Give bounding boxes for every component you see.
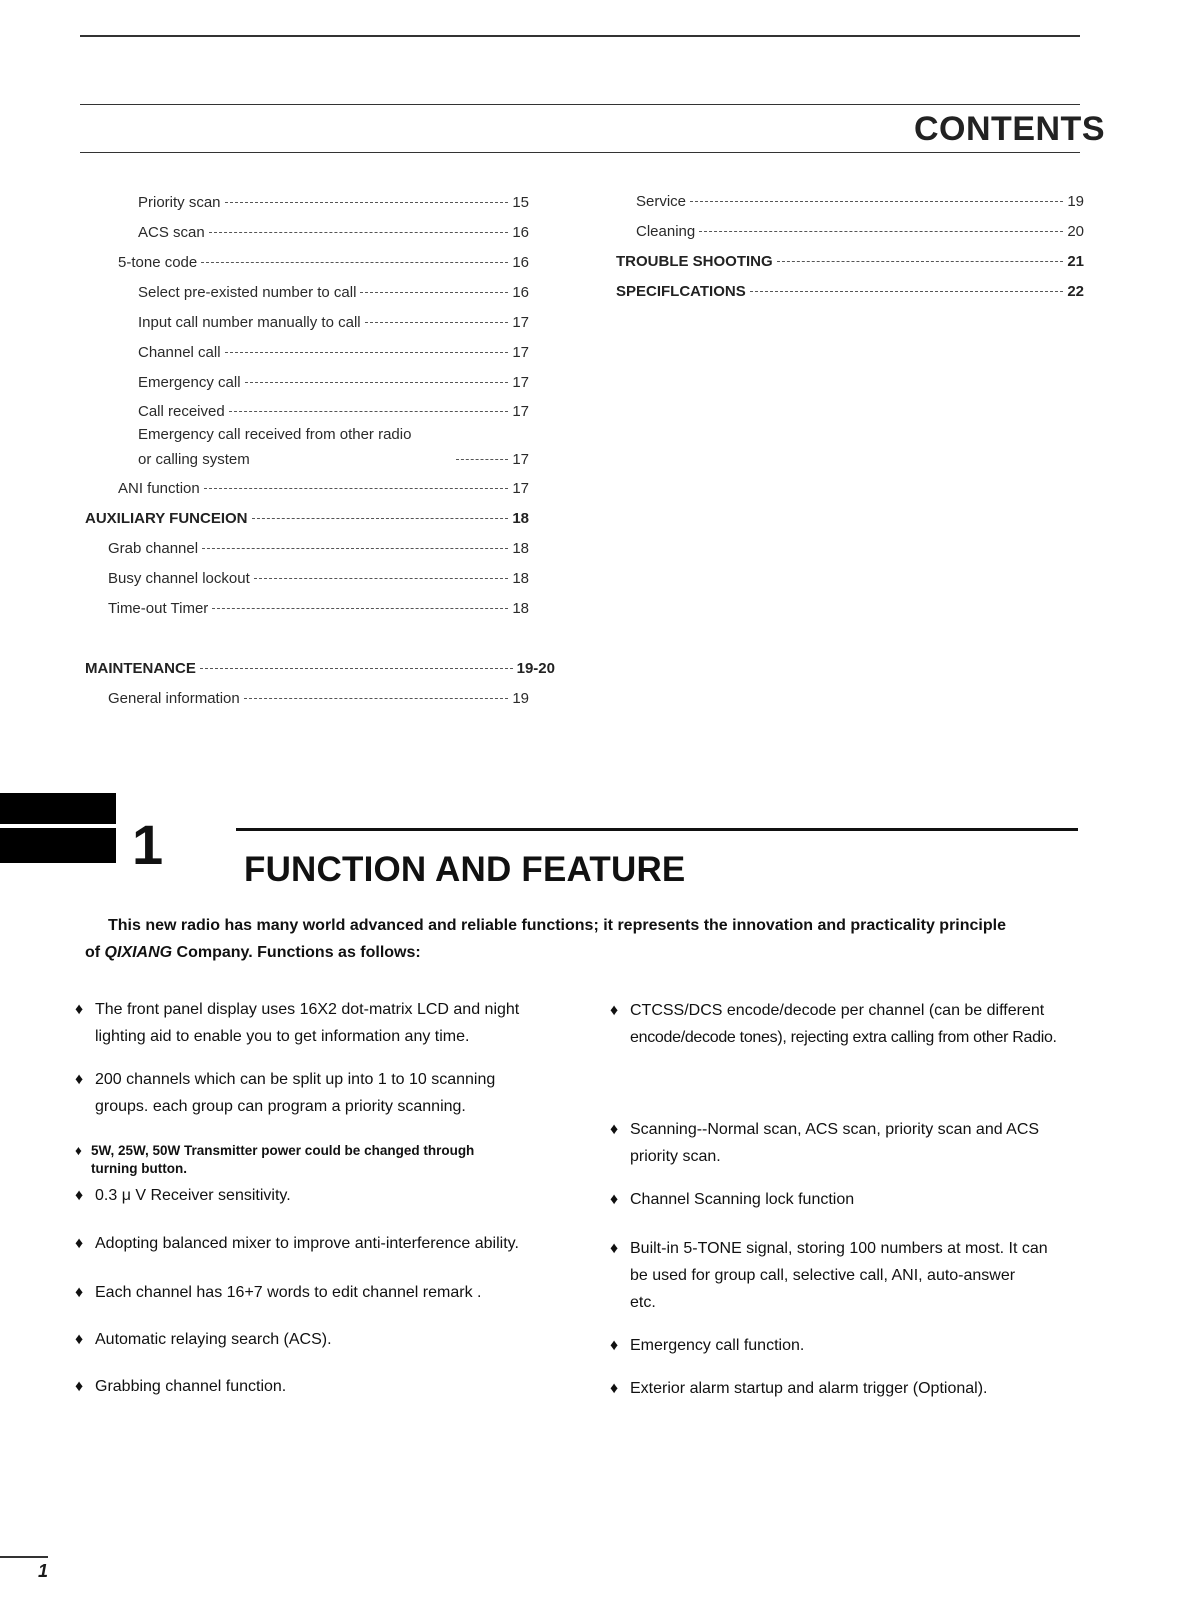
toc-page: 17 bbox=[512, 344, 529, 361]
toc-label: Input call number manually to call bbox=[138, 314, 361, 331]
diamond-bullet-icon: ♦ bbox=[610, 1380, 619, 1397]
feature-line: groups. each group can program a priority scanning. bbox=[95, 1098, 466, 1115]
diamond-bullet-icon: ♦ bbox=[610, 1002, 619, 1019]
toc-entry bbox=[108, 540, 529, 557]
toc-entry bbox=[616, 283, 1084, 300]
toc-entry bbox=[138, 194, 529, 211]
toc-page: 16 bbox=[512, 224, 529, 241]
toc-label: Call received bbox=[138, 403, 225, 420]
chapter-number: 1 bbox=[132, 813, 164, 876]
chapter-title: FUNCTION AND FEATURE bbox=[244, 850, 686, 889]
toc-page: 17 bbox=[512, 374, 529, 391]
toc-page: 18 bbox=[512, 540, 529, 557]
diamond-bullet-icon: ♦ bbox=[75, 1331, 84, 1348]
diamond-bullet-icon: ♦ bbox=[610, 1240, 619, 1257]
diamond-bullet-icon: ♦ bbox=[610, 1337, 619, 1354]
toc-label: Select pre-existed number to call bbox=[138, 284, 357, 301]
toc-label: Busy channel lockout bbox=[108, 570, 250, 587]
chapter-rule bbox=[236, 828, 1078, 831]
feature-line: Emergency call function. bbox=[630, 1337, 805, 1354]
feature-line: be used for group call, selective call, ANI, auto-answer bbox=[630, 1267, 1016, 1284]
feature-line: The front panel display uses 16X2 dot-matrix LCD and night bbox=[95, 1001, 520, 1018]
toc-label: Service bbox=[636, 193, 687, 210]
footer-rule bbox=[0, 1556, 48, 1558]
feature-item bbox=[610, 997, 1110, 1051]
chapter-marker-stripe bbox=[0, 824, 116, 828]
toc-entry bbox=[85, 660, 555, 677]
feature-item bbox=[75, 1279, 575, 1306]
diamond-bullet-icon: ♦ bbox=[75, 1235, 84, 1252]
intro-brand: QIXIANG bbox=[104, 944, 173, 961]
toc-entry bbox=[636, 223, 1084, 240]
toc-entry bbox=[108, 570, 529, 587]
feature-line: Channel Scanning lock function bbox=[630, 1191, 855, 1208]
toc-label: Time-out Timer bbox=[108, 600, 209, 617]
feature-line: priority scan. bbox=[630, 1148, 721, 1165]
feature-item bbox=[75, 1142, 575, 1178]
feature-item bbox=[610, 1332, 1110, 1359]
feature-item bbox=[75, 1230, 595, 1257]
toc-page: 20 bbox=[1067, 223, 1084, 240]
feature-line: 0.3 μ V Receiver sensitivity. bbox=[95, 1187, 291, 1204]
toc-page: 22 bbox=[1067, 283, 1084, 300]
toc-entry bbox=[138, 403, 529, 420]
toc-entry bbox=[636, 193, 1084, 210]
intro-paragraph bbox=[85, 912, 1115, 966]
diamond-bullet-icon: ♦ bbox=[75, 1143, 82, 1158]
contents-rule-bottom bbox=[80, 152, 1080, 153]
toc-entry bbox=[616, 253, 1084, 270]
feature-item bbox=[610, 1186, 1110, 1213]
toc-label: TROUBLE SHOOTING bbox=[616, 253, 773, 270]
top-rule bbox=[80, 35, 1080, 37]
toc-label: Cleaning bbox=[636, 223, 696, 240]
diamond-bullet-icon: ♦ bbox=[75, 1001, 84, 1018]
toc-entry bbox=[108, 600, 529, 617]
toc-label: SPECIFLCATIONS bbox=[616, 283, 746, 300]
contents-title: CONTENTS bbox=[914, 110, 1105, 148]
diamond-bullet-icon: ♦ bbox=[75, 1071, 84, 1088]
toc-label: or calling system bbox=[138, 451, 250, 468]
toc-page: 16 bbox=[512, 284, 529, 301]
feature-line: 5W, 25W, 50W Transmitter power could be changed through bbox=[91, 1143, 475, 1158]
feature-line: CTCSS/DCS encode/decode per channel (can be different bbox=[630, 1002, 1045, 1019]
toc-page: 17 bbox=[512, 451, 529, 468]
toc-entry bbox=[108, 690, 529, 707]
toc-label: MAINTENANCE bbox=[85, 660, 196, 677]
feature-item bbox=[75, 1066, 575, 1120]
diamond-bullet-icon: ♦ bbox=[75, 1378, 84, 1395]
toc-entry bbox=[85, 510, 529, 527]
toc-page: 19-20 bbox=[516, 660, 555, 677]
toc-label: AUXILIARY FUNCEION bbox=[85, 510, 248, 527]
toc-page: 17 bbox=[512, 314, 529, 331]
feature-line: Automatic relaying search (ACS). bbox=[95, 1331, 332, 1348]
feature-item bbox=[610, 1116, 1110, 1170]
toc-label-line1: Emergency call received from other radio bbox=[138, 426, 412, 443]
toc-label: Grab channel bbox=[108, 540, 199, 557]
feature-line: 200 channels which can be split up into 1 to 10 scanning bbox=[95, 1071, 496, 1088]
feature-item bbox=[75, 1326, 575, 1353]
feature-line: Built-in 5-TONE signal, storing 100 numbers at most. It can bbox=[630, 1240, 1048, 1257]
feature-line: turning button. bbox=[91, 1161, 187, 1176]
toc-page: 18 bbox=[512, 510, 529, 527]
toc-entry bbox=[118, 480, 529, 497]
feature-item bbox=[610, 1235, 1110, 1316]
feature-line: Grabbing channel function. bbox=[95, 1378, 287, 1395]
feature-line: Adopting balanced mixer to improve anti-interference ability. bbox=[95, 1235, 519, 1252]
toc-label: ACS scan bbox=[138, 224, 205, 241]
toc-page: 18 bbox=[512, 600, 529, 617]
toc-page: 19 bbox=[1067, 193, 1084, 210]
toc-label: Priority scan bbox=[138, 194, 221, 211]
feature-line: Scanning--Normal scan, ACS scan, priority scan and ACS bbox=[630, 1121, 1040, 1138]
feature-item bbox=[610, 1375, 1110, 1402]
toc-label: Channel call bbox=[138, 344, 221, 361]
feature-item bbox=[75, 996, 575, 1050]
feature-line: lighting aid to enable you to get information any time. bbox=[95, 1028, 470, 1045]
toc-entry bbox=[138, 344, 529, 361]
toc-page: 17 bbox=[512, 403, 529, 420]
toc-label: 5-tone code bbox=[118, 254, 198, 271]
feature-line: Exterior alarm startup and alarm trigger (Optional). bbox=[630, 1380, 988, 1397]
chapter-marker-block bbox=[0, 793, 116, 863]
toc-entry bbox=[138, 451, 529, 468]
intro-line1: This new radio has many world advanced and reliable functions; it represents the innovation and practicality principle bbox=[108, 917, 1006, 934]
diamond-bullet-icon: ♦ bbox=[75, 1187, 84, 1204]
intro-of: of bbox=[85, 944, 105, 961]
toc-label: General information bbox=[108, 690, 240, 707]
contents-rule-top bbox=[80, 104, 1080, 105]
feature-line: Each channel has 16+7 words to edit channel remark . bbox=[95, 1284, 482, 1301]
feature-item bbox=[75, 1182, 575, 1209]
page-number: 1 bbox=[38, 1561, 49, 1581]
toc-entry bbox=[138, 374, 529, 391]
toc-page: 16 bbox=[512, 254, 529, 271]
diamond-bullet-icon: ♦ bbox=[75, 1284, 84, 1301]
feature-line: encode/decode tones), rejecting extra calling from other Radio. bbox=[630, 1029, 1057, 1046]
toc-entry bbox=[138, 224, 529, 241]
intro-rest: Company. Functions as follows: bbox=[172, 944, 421, 961]
toc-page: 19 bbox=[512, 690, 529, 707]
toc-page: 21 bbox=[1067, 253, 1084, 270]
diamond-bullet-icon: ♦ bbox=[610, 1121, 619, 1138]
toc-entry bbox=[118, 254, 529, 271]
feature-item bbox=[75, 1373, 575, 1400]
feature-line: etc. bbox=[630, 1294, 656, 1311]
toc-page: 17 bbox=[512, 480, 529, 497]
toc-page: 18 bbox=[512, 570, 529, 587]
toc-page: 15 bbox=[512, 194, 529, 211]
toc-entry bbox=[138, 314, 529, 331]
diamond-bullet-icon: ♦ bbox=[610, 1191, 619, 1208]
toc-entry bbox=[138, 284, 529, 301]
toc-label: ANI function bbox=[118, 480, 200, 497]
toc-label: Emergency call bbox=[138, 374, 241, 391]
